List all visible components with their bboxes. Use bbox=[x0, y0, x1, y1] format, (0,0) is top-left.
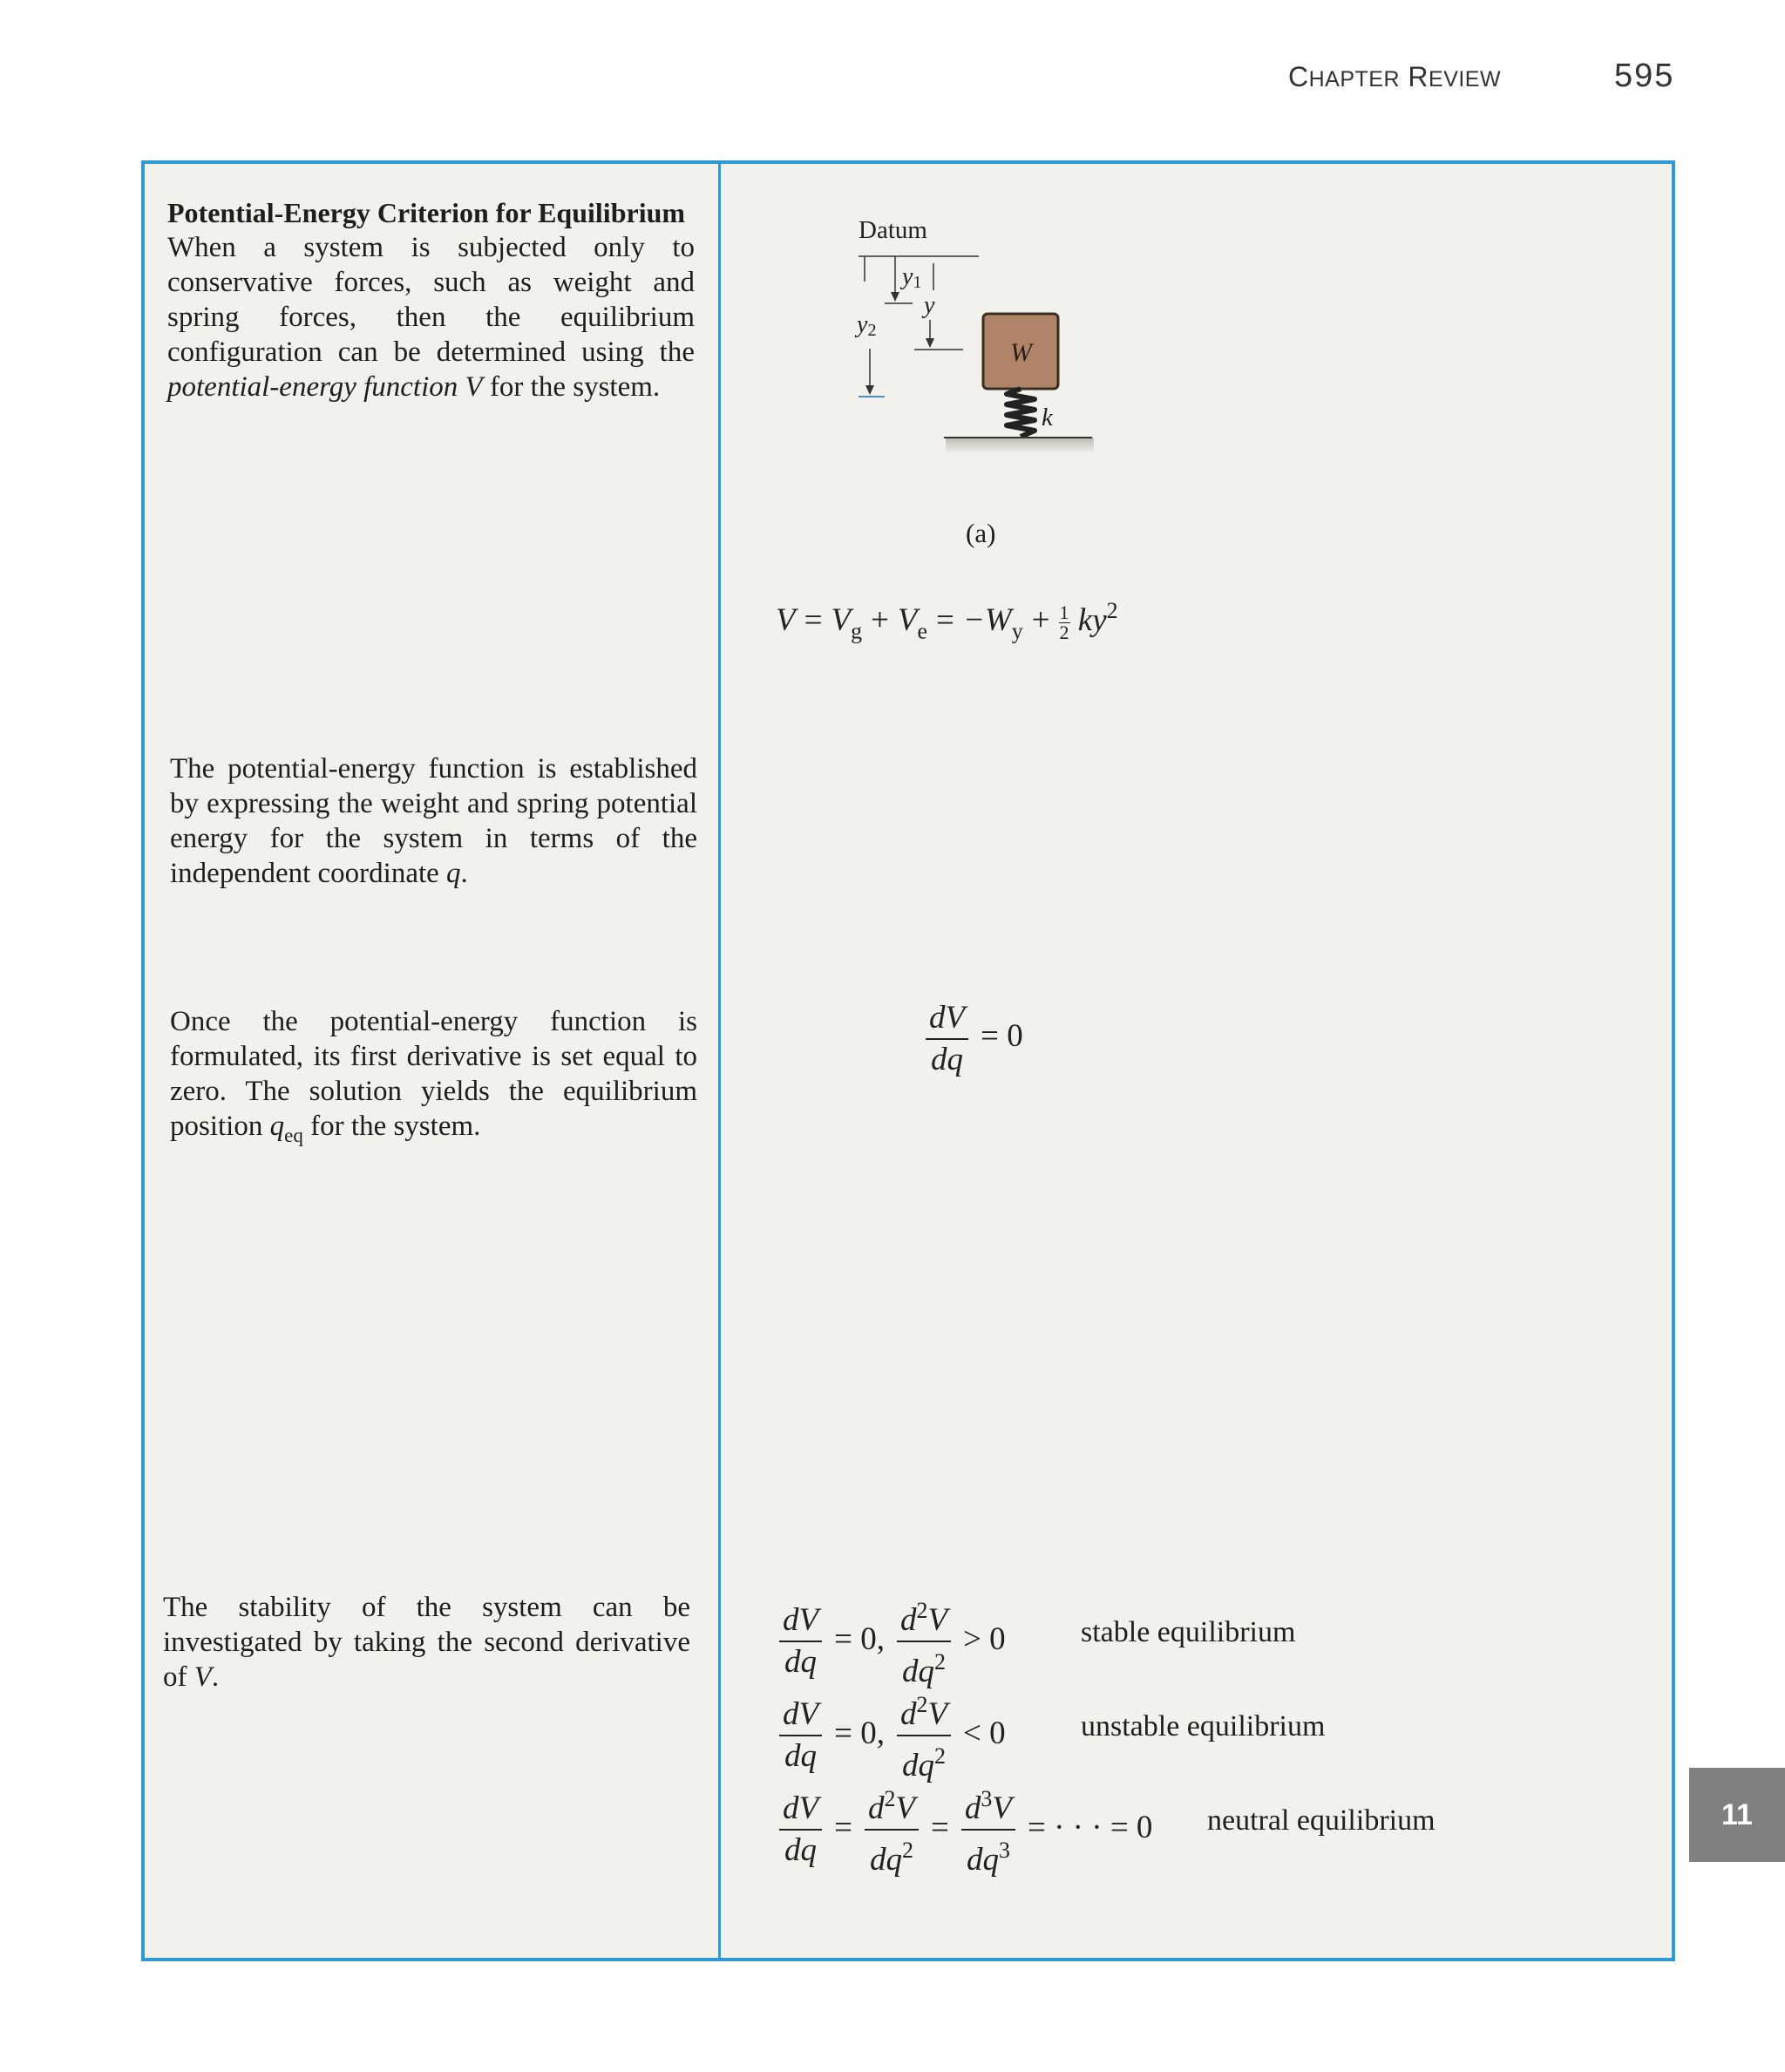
fraction-denominator: $dq^3$ bbox=[966, 1838, 1010, 1878]
fraction-dV-dq bbox=[779, 1603, 822, 1680]
fraction-d2V-dq2 bbox=[865, 1782, 919, 1878]
fraction-dV-dq bbox=[779, 1697, 822, 1774]
stable-label: stable equilibrium bbox=[1081, 1616, 1296, 1648]
block-heading: Potential-Energy Criterion for Equilibrium bbox=[167, 197, 686, 228]
eq-y-sub: y bbox=[1011, 618, 1023, 644]
block-stability bbox=[163, 1590, 690, 1695]
block-body bbox=[170, 1004, 697, 1152]
y2-arrow bbox=[865, 385, 874, 395]
unstable-condition-equation bbox=[776, 1688, 1015, 1783]
eq-V: V bbox=[776, 602, 796, 639]
fraction-d3V-dq3 bbox=[961, 1782, 1015, 1878]
fraction-d2V-dq2 bbox=[897, 1688, 951, 1783]
fraction-numerator: $d^3V$ bbox=[961, 1782, 1015, 1831]
fraction-numerator: $d^2V$ bbox=[865, 1782, 919, 1831]
fraction-numerator: dV bbox=[779, 1697, 822, 1736]
eq-mid: = 0, bbox=[834, 1620, 885, 1657]
block-body bbox=[163, 1590, 690, 1695]
eq-rhs: = · · · = 0 bbox=[1027, 1809, 1153, 1845]
unstable-label: unstable equilibrium bbox=[1081, 1710, 1326, 1743]
fraction-denominator: dq bbox=[931, 1042, 964, 1077]
body-subscript: eq bbox=[284, 1124, 303, 1147]
body-variable: q bbox=[269, 1111, 285, 1142]
figure-caption: (a) bbox=[966, 518, 996, 548]
y-label: y bbox=[924, 292, 935, 319]
fraction-dV-dq bbox=[926, 1001, 968, 1077]
header-initial-2: R bbox=[1408, 61, 1429, 92]
fraction-denominator: $dq^2$ bbox=[902, 1743, 946, 1784]
neutral-label: neutral equilibrium bbox=[1207, 1804, 1435, 1837]
fraction-denominator: dq bbox=[784, 1832, 818, 1869]
eq-e-sub: e bbox=[917, 618, 928, 644]
eq-equals: = bbox=[834, 1809, 852, 1845]
fraction-numerator: $d^2V$ bbox=[897, 1593, 951, 1642]
half-denominator: 2 bbox=[1059, 622, 1069, 644]
header-rest-2: EVIEW bbox=[1429, 67, 1502, 92]
fraction-denominator: dq bbox=[784, 1644, 818, 1681]
y-arrow bbox=[926, 338, 934, 348]
body-text-end: . bbox=[460, 858, 468, 889]
block-body bbox=[170, 751, 697, 891]
neutral-condition-equation bbox=[776, 1782, 1161, 1878]
body-text: The stability of the system can be investigated by taking the second derivative of bbox=[163, 1592, 690, 1693]
eq-ky: ky bbox=[1077, 602, 1107, 639]
fraction-numerator: dV bbox=[926, 1001, 968, 1040]
body-text: The potential-energy function is established by expressing the weight and spring potential energy for the system in terms of the independent coordinate bbox=[170, 753, 697, 889]
body-text: When a system is subjected only to conservative forces, such as weight and spring forces, then the equilibrium configuration can be determined using the bbox=[167, 232, 695, 368]
spring-block-figure bbox=[832, 214, 1111, 475]
eq-half bbox=[1059, 603, 1070, 642]
potential-energy-equation bbox=[776, 598, 1118, 644]
eq-minus-W: −W bbox=[962, 602, 1012, 639]
chapter-tab-number: 11 bbox=[1721, 1797, 1753, 1831]
body-text: Once the potential-energy function is formulated, its first derivative is set equal to zero. The solution yields the equilibrium position bbox=[170, 1006, 697, 1142]
eq-rhs: < 0 bbox=[963, 1715, 1006, 1751]
weight-label: W bbox=[1010, 338, 1032, 367]
fraction-numerator: dV bbox=[779, 1791, 822, 1831]
datum-label: Datum bbox=[859, 216, 927, 244]
block-body bbox=[167, 230, 695, 404]
eq-plus-2: + bbox=[1031, 602, 1050, 639]
spring bbox=[1007, 389, 1035, 437]
stable-condition-equation bbox=[776, 1593, 1015, 1689]
body-text-end: . bbox=[211, 1661, 220, 1693]
header-initial-1: C bbox=[1288, 61, 1309, 92]
page-number: 595 bbox=[1614, 58, 1675, 94]
fraction-d2V-dq2 bbox=[897, 1593, 951, 1689]
eq-equals-2: = bbox=[931, 1809, 949, 1845]
header-rest-1: HAPTER bbox=[1308, 67, 1401, 92]
eq-equals: = bbox=[804, 602, 823, 639]
block-potential-function bbox=[170, 751, 697, 891]
body-variable: q bbox=[446, 858, 461, 889]
block-potential-energy-criterion bbox=[167, 195, 695, 404]
eq-rhs: = 0 bbox=[981, 1018, 1023, 1055]
eq-square: 2 bbox=[1106, 598, 1118, 623]
y1-label: y1 bbox=[902, 263, 922, 292]
eq-Ve: V bbox=[897, 602, 918, 639]
eq-Vg: V bbox=[831, 602, 852, 639]
fraction-denominator: dq bbox=[784, 1738, 818, 1775]
body-italic-term: potential-energy function V bbox=[167, 371, 483, 403]
body-text-end: for the system. bbox=[482, 371, 661, 403]
body-text-end: for the system. bbox=[302, 1111, 481, 1142]
eq-plus: + bbox=[871, 602, 889, 639]
body-variable: V bbox=[193, 1661, 212, 1693]
y2-label: y2 bbox=[857, 311, 877, 340]
fraction-denominator: $dq^2$ bbox=[870, 1838, 913, 1878]
spring-constant-label: k bbox=[1042, 404, 1053, 431]
y1-arrow bbox=[891, 292, 899, 302]
fraction-numerator: dV bbox=[779, 1603, 822, 1642]
first-derivative-equation bbox=[922, 1001, 1032, 1077]
fraction-numerator: $d^2V$ bbox=[897, 1688, 951, 1736]
eq-g-sub: g bbox=[851, 618, 863, 644]
column-divider bbox=[718, 160, 721, 1961]
eq-rhs: > 0 bbox=[963, 1620, 1006, 1657]
half-numerator: 1 bbox=[1059, 601, 1069, 624]
fraction-dV-dq bbox=[779, 1791, 822, 1868]
eq-equals-2: = bbox=[936, 602, 954, 639]
chapter-tab bbox=[1689, 1768, 1785, 1862]
block-first-derivative bbox=[170, 1004, 697, 1152]
running-header bbox=[1288, 61, 1501, 93]
ground-shadow bbox=[946, 438, 1094, 453]
eq-mid: = 0, bbox=[834, 1715, 885, 1751]
fraction-denominator: $dq^2$ bbox=[902, 1649, 946, 1690]
